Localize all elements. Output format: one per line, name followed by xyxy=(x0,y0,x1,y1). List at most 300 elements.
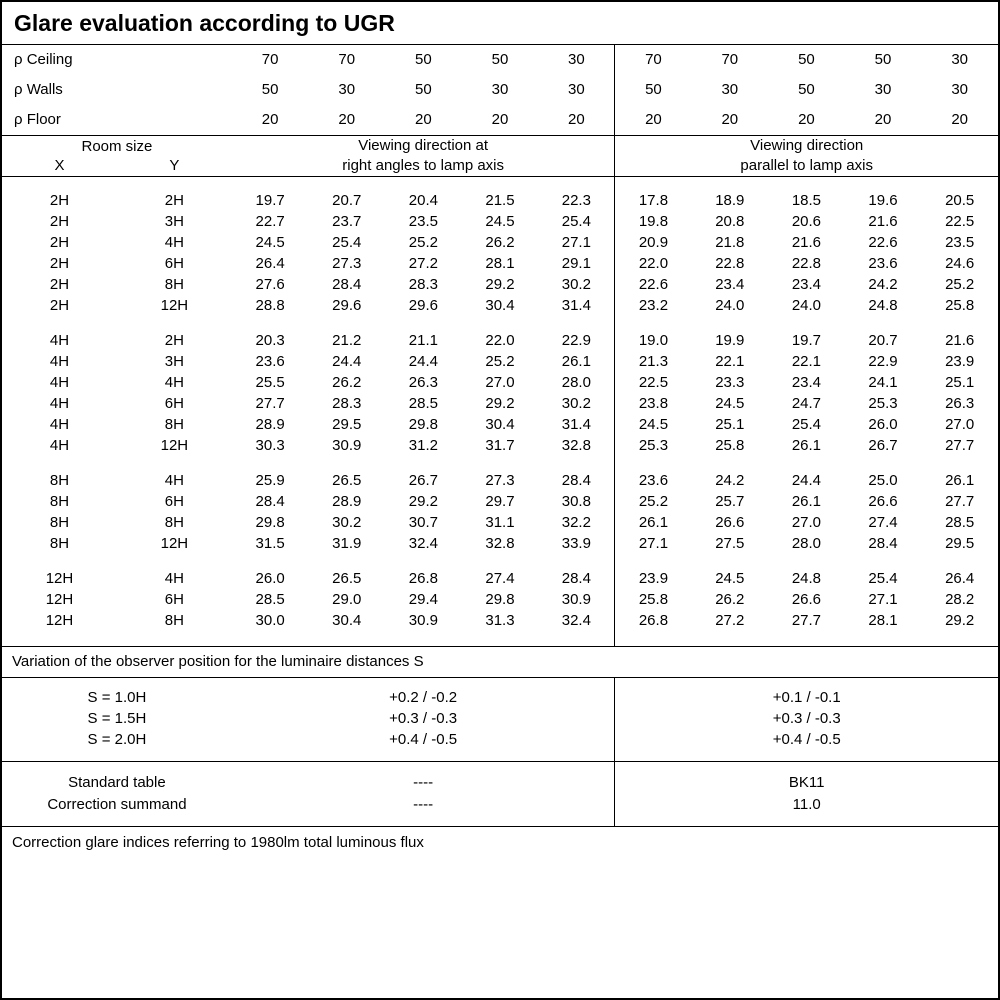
viewing-direction-parallel-header xyxy=(615,136,998,176)
cell-value: 29.2 xyxy=(485,276,515,294)
cell-value: 22.7 xyxy=(255,213,285,231)
table-row xyxy=(2,436,998,457)
cell-value: 32.4 xyxy=(561,612,591,630)
cell-value: 29.2 xyxy=(945,612,975,630)
cell-value: 31.2 xyxy=(408,437,438,455)
cell-value: 27.1 xyxy=(868,591,898,609)
cell-value: 27.1 xyxy=(615,534,692,555)
cell-value: 24.5 xyxy=(255,234,285,252)
cell-y: 4H xyxy=(164,570,184,588)
cell-value: 18.9 xyxy=(715,192,745,210)
cell-y: 8H xyxy=(164,276,184,294)
cell-value: 25.1 xyxy=(715,416,745,434)
cell-value: 24.2 xyxy=(715,472,745,490)
cell-value: 28.4 xyxy=(561,472,591,490)
cell-value: 27.7 xyxy=(945,437,975,455)
cell-value: 28.0 xyxy=(561,374,591,392)
cell-value: 22.1 xyxy=(791,353,822,371)
cell-rho-walls-6: 50 xyxy=(615,75,692,105)
cell-rho-floor-5: 20 xyxy=(567,110,585,128)
cell-y: 4H xyxy=(164,472,184,490)
cell-value: 22.9 xyxy=(868,353,898,371)
spacer-group xyxy=(2,457,998,471)
variation-perpendicular: +0.3 / -0.3 xyxy=(389,710,458,728)
cell-value: 25.1 xyxy=(945,374,975,392)
cell-value: 26.5 xyxy=(332,472,362,490)
cell-value: 27.6 xyxy=(255,276,285,294)
cell-rho-walls-7: 30 xyxy=(721,80,739,98)
cell-value: 27.7 xyxy=(791,612,822,630)
cell-value: 23.7 xyxy=(332,213,362,231)
cell-value: 27.0 xyxy=(791,514,822,532)
cell-x: 2H xyxy=(49,234,70,252)
table-row-direction-headers xyxy=(2,136,998,176)
cell-value: 29.2 xyxy=(408,493,438,511)
reflectance-header-table xyxy=(2,45,998,135)
cell-x: 4H xyxy=(49,374,70,392)
cell-rho-walls-4: 30 xyxy=(491,80,509,98)
cell-value: 26.6 xyxy=(868,493,898,511)
cell-rho-ceiling-9: 50 xyxy=(874,50,892,68)
cell-value: 25.4 xyxy=(332,234,362,252)
cell-value: 26.3 xyxy=(945,395,975,413)
cell-value: 28.1 xyxy=(485,255,515,273)
variation-parallel: +0.1 / -0.1 xyxy=(615,688,998,709)
cell-value: 24.4 xyxy=(791,472,822,490)
cell-value: 26.4 xyxy=(255,255,285,273)
cell-value: 31.3 xyxy=(485,612,515,630)
cell-value: 30.2 xyxy=(561,276,591,294)
cell-value: 31.5 xyxy=(255,535,285,553)
table-row xyxy=(2,254,998,275)
standard-parallel: BK11 xyxy=(615,772,998,794)
standard-table xyxy=(2,762,998,826)
cell-value: 22.5 xyxy=(615,373,692,394)
cell-value: 27.3 xyxy=(485,472,515,490)
cell-rho-walls-5: 30 xyxy=(567,80,585,98)
table-row xyxy=(2,233,998,254)
ugr-data-table xyxy=(2,177,998,646)
cell-value: 24.5 xyxy=(485,213,515,231)
cell-value: 32.2 xyxy=(561,514,591,532)
cell-y: 6H xyxy=(164,493,184,511)
cell-value: 26.2 xyxy=(485,234,515,252)
cell-rho-ceiling-7: 70 xyxy=(721,50,739,68)
cell-value: 23.4 xyxy=(791,276,822,294)
cell-x: 8H xyxy=(49,493,70,511)
cell-value: 21.6 xyxy=(791,234,822,252)
cell-value: 27.5 xyxy=(715,535,745,553)
cell-x: 8H xyxy=(49,514,70,532)
cell-value: 30.8 xyxy=(561,493,591,511)
cell-value: 30.9 xyxy=(408,612,438,630)
cell-value: 27.4 xyxy=(485,570,515,588)
cell-value: 25.2 xyxy=(615,492,692,513)
cell-rho-ceiling-6: 70 xyxy=(615,45,692,75)
cell-rho-walls-10: 30 xyxy=(951,80,968,98)
cell-value: 20.7 xyxy=(332,192,362,210)
cell-y: 2H xyxy=(164,192,184,210)
cell-value: 32.4 xyxy=(408,535,438,553)
cell-value: 23.2 xyxy=(615,296,692,317)
cell-value: 19.9 xyxy=(715,332,745,350)
cell-value: 25.9 xyxy=(255,472,285,490)
cell-rho-ceiling-3: 50 xyxy=(415,50,432,68)
spacer-group xyxy=(2,555,998,569)
cell-value: 26.1 xyxy=(791,493,822,511)
cell-rho-floor-9: 20 xyxy=(874,110,892,128)
cell-value: 28.3 xyxy=(408,276,438,294)
spacer-standard-top xyxy=(2,762,998,772)
cell-y: 12H xyxy=(160,297,189,315)
cell-value: 20.5 xyxy=(945,192,975,210)
cell-x: 12H xyxy=(45,570,74,588)
cell-rho-floor-1: 20 xyxy=(261,110,279,128)
cell-rho-ceiling-5: 30 xyxy=(567,50,585,68)
table-row-rho-floor xyxy=(2,105,998,135)
cell-rho-ceiling-2: 70 xyxy=(338,50,356,68)
cell-y: 2H xyxy=(164,332,184,350)
cell-value: 25.8 xyxy=(945,297,975,315)
cell-value: 28.2 xyxy=(945,591,975,609)
cell-value: 30.4 xyxy=(485,297,515,315)
cell-value: 25.4 xyxy=(868,570,898,588)
cell-rho-floor-4: 20 xyxy=(491,110,509,128)
cell-y: 8H xyxy=(164,514,184,532)
cell-value: 26.1 xyxy=(561,353,591,371)
cell-value: 26.7 xyxy=(408,472,438,490)
cell-value: 28.4 xyxy=(561,570,591,588)
cell-value: 24.5 xyxy=(715,395,745,413)
cell-value: 22.1 xyxy=(715,353,745,371)
cell-x: 8H xyxy=(49,472,70,490)
cell-value: 25.4 xyxy=(561,213,591,231)
direction-header-table xyxy=(2,136,998,176)
cell-x: 2H xyxy=(49,213,70,231)
cell-rho-walls-9: 30 xyxy=(874,80,892,98)
cell-value: 28.5 xyxy=(408,395,438,413)
table-row xyxy=(2,513,998,534)
cell-value: 22.5 xyxy=(945,213,975,231)
cell-rho-walls-3: 50 xyxy=(415,80,432,98)
room-size-y-label: Y xyxy=(169,156,180,174)
cell-value: 25.0 xyxy=(868,472,898,490)
cell-value: 22.0 xyxy=(485,332,515,350)
table-row xyxy=(2,212,998,233)
cell-rho-ceiling-10: 30 xyxy=(951,50,968,68)
cell-value: 22.3 xyxy=(561,192,591,210)
cell-rho-ceiling-1: 70 xyxy=(261,50,279,68)
cell-value: 27.7 xyxy=(255,395,285,413)
cell-value: 23.3 xyxy=(715,374,745,392)
table-row-variation xyxy=(2,709,998,730)
cell-value: 23.6 xyxy=(615,471,692,492)
cell-value: 23.6 xyxy=(868,255,898,273)
cell-value: 22.6 xyxy=(868,234,898,252)
cell-value: 28.5 xyxy=(945,514,975,532)
cell-value: 30.9 xyxy=(332,437,362,455)
cell-y: 6H xyxy=(164,395,184,413)
viewing-direction-parallel-line2: parallel to lamp axis xyxy=(740,156,873,174)
cell-value: 24.0 xyxy=(791,297,822,315)
cell-y: 6H xyxy=(164,255,184,273)
viewing-direction-parallel-line1: Viewing direction xyxy=(750,136,864,154)
variation-table xyxy=(2,678,998,761)
variation-perpendicular: +0.2 / -0.2 xyxy=(389,689,458,707)
cell-rho-floor-10: 20 xyxy=(951,110,968,128)
table-row-rho-ceiling xyxy=(2,45,998,75)
variation-label: S = 2.0H xyxy=(87,731,147,749)
cell-value: 29.8 xyxy=(485,591,515,609)
cell-y: 12H xyxy=(160,535,189,553)
cell-value: 22.0 xyxy=(615,254,692,275)
cell-value: 21.1 xyxy=(408,332,438,350)
cell-value: 19.7 xyxy=(255,192,285,210)
cell-value: 30.9 xyxy=(561,591,591,609)
cell-y: 4H xyxy=(164,374,184,392)
viewing-direction-perpendicular-line1: Viewing direction at xyxy=(358,136,489,154)
cell-value: 25.3 xyxy=(615,436,692,457)
cell-x: 2H xyxy=(49,255,70,273)
cell-value: 24.5 xyxy=(715,570,745,588)
cell-value: 28.4 xyxy=(868,535,898,553)
cell-value: 26.8 xyxy=(408,570,438,588)
cell-value: 29.1 xyxy=(561,255,591,273)
cell-x: 12H xyxy=(45,612,74,630)
table-row xyxy=(2,296,998,317)
cell-value: 25.8 xyxy=(615,590,692,611)
cell-rho-floor-7: 20 xyxy=(721,110,739,128)
cell-value: 21.6 xyxy=(868,213,898,231)
cell-value: 25.8 xyxy=(715,437,745,455)
cell-value: 20.4 xyxy=(408,192,438,210)
cell-value: 29.8 xyxy=(408,416,438,434)
cell-y: 12H xyxy=(160,437,189,455)
cell-value: 29.4 xyxy=(408,591,438,609)
cell-value: 20.3 xyxy=(255,332,285,350)
row-label-rho-floor: ρ Floor xyxy=(14,110,61,128)
cell-value: 18.5 xyxy=(791,192,822,210)
cell-x: 2H xyxy=(49,276,70,294)
cell-value: 24.0 xyxy=(715,297,745,315)
cell-value: 28.4 xyxy=(255,493,285,511)
cell-value: 31.7 xyxy=(485,437,515,455)
cell-value: 22.6 xyxy=(615,275,692,296)
cell-value: 28.4 xyxy=(332,276,362,294)
table-row-variation xyxy=(2,730,998,751)
cell-value: 25.4 xyxy=(791,416,822,434)
cell-rho-floor-2: 20 xyxy=(338,110,356,128)
cell-x: 4H xyxy=(49,437,70,455)
table-row-standard xyxy=(2,794,998,816)
cell-value: 25.2 xyxy=(408,234,438,252)
cell-value: 23.4 xyxy=(791,374,822,392)
cell-value: 30.4 xyxy=(332,612,362,630)
cell-x: 8H xyxy=(49,535,70,553)
cell-value: 25.2 xyxy=(945,276,975,294)
room-size-x-label: X xyxy=(54,156,65,174)
cell-value: 27.2 xyxy=(715,612,745,630)
cell-value: 32.8 xyxy=(485,535,515,553)
cell-value: 30.0 xyxy=(255,612,285,630)
cell-value: 20.8 xyxy=(715,213,745,231)
cell-value: 26.3 xyxy=(408,374,438,392)
cell-value: 25.5 xyxy=(255,374,285,392)
cell-value: 27.0 xyxy=(485,374,515,392)
cell-value: 26.2 xyxy=(332,374,362,392)
viewing-direction-perpendicular-line2: right angles to lamp axis xyxy=(342,156,504,174)
spacer-bottom xyxy=(2,632,998,646)
cell-value: 22.8 xyxy=(791,255,822,273)
room-size-title: Room size xyxy=(81,137,153,155)
cell-value: 29.2 xyxy=(485,395,515,413)
cell-value: 22.9 xyxy=(561,332,591,350)
cell-value: 29.7 xyxy=(485,493,515,511)
cell-value: 33.9 xyxy=(561,535,591,553)
cell-value: 23.8 xyxy=(615,394,692,415)
cell-x: 12H xyxy=(45,591,74,609)
row-label-rho-walls: ρ Walls xyxy=(14,80,63,98)
spacer-group xyxy=(2,317,998,331)
cell-value: 26.1 xyxy=(945,472,975,490)
cell-rho-ceiling-4: 50 xyxy=(491,50,509,68)
cell-value: 21.6 xyxy=(945,332,975,350)
cell-value: 27.4 xyxy=(868,514,898,532)
table-row xyxy=(2,275,998,296)
cell-value: 23.4 xyxy=(715,276,745,294)
spacer-standard-bottom xyxy=(2,816,998,826)
variation-label: S = 1.5H xyxy=(87,710,147,728)
cell-value: 21.5 xyxy=(485,192,515,210)
cell-value: 24.7 xyxy=(791,395,822,413)
cell-rho-floor-6: 20 xyxy=(615,105,692,135)
spacer-top xyxy=(2,177,998,191)
cell-value: 17.8 xyxy=(615,191,692,212)
cell-y: 8H xyxy=(164,612,184,630)
table-row xyxy=(2,534,998,555)
cell-value: 30.2 xyxy=(332,514,362,532)
table-row xyxy=(2,492,998,513)
cell-value: 19.6 xyxy=(868,192,898,210)
cell-x: 4H xyxy=(49,395,70,413)
cell-value: 27.0 xyxy=(945,416,975,434)
cell-value: 24.2 xyxy=(868,276,898,294)
cell-value: 22.8 xyxy=(715,255,745,273)
variation-parallel: +0.4 / -0.5 xyxy=(615,730,998,751)
cell-value: 26.4 xyxy=(945,570,975,588)
cell-y: 6H xyxy=(164,591,184,609)
cell-value: 24.4 xyxy=(408,353,438,371)
cell-value: 30.7 xyxy=(408,514,438,532)
table-row xyxy=(2,191,998,212)
cell-value: 24.8 xyxy=(791,570,822,588)
cell-value: 25.2 xyxy=(485,353,515,371)
cell-value: 23.9 xyxy=(945,353,975,371)
cell-rho-walls-8: 50 xyxy=(798,80,815,98)
variation-note: Variation of the observer position for the luminaire distances S xyxy=(12,652,424,670)
cell-value: 27.2 xyxy=(408,255,438,273)
footer-note: Correction glare indices referring to 1980lm total luminous flux xyxy=(12,833,424,851)
cell-value: 26.6 xyxy=(791,591,822,609)
cell-value: 28.9 xyxy=(255,416,285,434)
cell-value: 21.3 xyxy=(615,352,692,373)
cell-value: 28.8 xyxy=(255,297,285,315)
cell-value: 26.8 xyxy=(615,611,692,632)
cell-value: 21.8 xyxy=(715,234,745,252)
cell-y: 3H xyxy=(164,213,184,231)
cell-value: 28.3 xyxy=(332,395,362,413)
cell-value: 29.6 xyxy=(408,297,438,315)
variation-perpendicular: +0.4 / -0.5 xyxy=(389,731,458,749)
cell-value: 26.7 xyxy=(868,437,898,455)
cell-value: 27.1 xyxy=(561,234,591,252)
table-row-rho-walls xyxy=(2,75,998,105)
cell-value: 23.5 xyxy=(408,213,438,231)
cell-value: 29.5 xyxy=(945,535,975,553)
room-size-header xyxy=(2,136,232,176)
cell-value: 30.4 xyxy=(485,416,515,434)
cell-value: 31.4 xyxy=(561,297,591,315)
cell-value: 24.1 xyxy=(868,374,898,392)
cell-rho-ceiling-8: 50 xyxy=(798,50,815,68)
cell-value: 26.1 xyxy=(791,437,822,455)
cell-value: 23.6 xyxy=(255,353,285,371)
cell-value: 29.6 xyxy=(332,297,362,315)
spacer-variation-top xyxy=(2,678,998,688)
cell-x: 2H xyxy=(49,192,70,210)
cell-value: 31.1 xyxy=(485,514,515,532)
cell-x: 4H xyxy=(49,332,70,350)
cell-value: 23.5 xyxy=(945,234,975,252)
cell-value: 28.0 xyxy=(791,535,822,553)
table-row xyxy=(2,590,998,611)
cell-x: 4H xyxy=(49,416,70,434)
variation-label: S = 1.0H xyxy=(87,689,147,707)
cell-value: 24.4 xyxy=(332,353,362,371)
cell-value: 26.6 xyxy=(715,514,745,532)
cell-value: 26.2 xyxy=(715,591,745,609)
table-row xyxy=(2,373,998,394)
cell-value: 31.4 xyxy=(561,416,591,434)
cell-rho-walls-1: 50 xyxy=(261,80,279,98)
table-row-standard xyxy=(2,772,998,794)
table-row-variation xyxy=(2,688,998,709)
variation-parallel: +0.3 / -0.3 xyxy=(615,709,998,730)
cell-value: 29.5 xyxy=(332,416,362,434)
cell-value: 21.2 xyxy=(332,332,362,350)
standard-perpendicular: ---- xyxy=(413,795,434,813)
table-row xyxy=(2,569,998,590)
cell-value: 26.1 xyxy=(615,513,692,534)
cell-value: 32.8 xyxy=(561,437,591,455)
standard-label: Standard table xyxy=(68,773,166,791)
cell-y: 8H xyxy=(164,416,184,434)
cell-value: 24.6 xyxy=(945,255,975,273)
table-row xyxy=(2,611,998,632)
cell-rho-floor-8: 20 xyxy=(798,110,815,128)
cell-value: 30.2 xyxy=(561,395,591,413)
cell-value: 28.1 xyxy=(868,612,898,630)
cell-value: 25.3 xyxy=(868,395,898,413)
cell-value: 27.7 xyxy=(945,493,975,511)
cell-value: 19.0 xyxy=(615,331,692,352)
cell-value: 31.9 xyxy=(332,535,362,553)
standard-parallel: 11.0 xyxy=(615,794,998,816)
cell-value: 28.9 xyxy=(332,493,362,511)
cell-value: 19.8 xyxy=(615,212,692,233)
cell-value: 25.7 xyxy=(715,493,745,511)
cell-value: 24.8 xyxy=(868,297,898,315)
